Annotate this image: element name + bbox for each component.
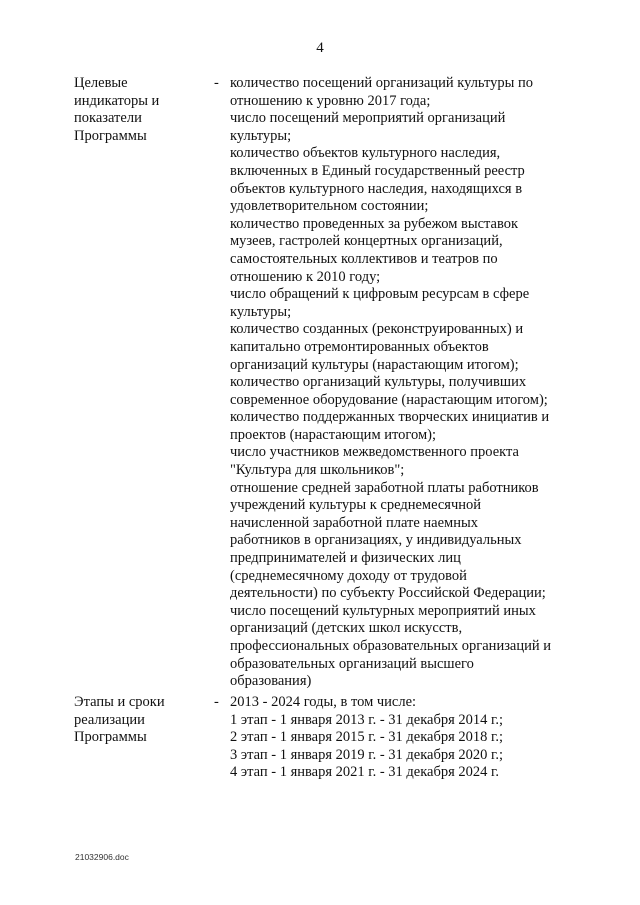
body-line: объектов культурного наследия, находящихся в <box>230 180 523 197</box>
body-line: отношению к 2010 году; <box>230 268 381 285</box>
page-number: 4 <box>316 40 324 56</box>
body-line: включенных в Единый государственный реестр <box>230 162 525 179</box>
body-line: образования) <box>230 673 312 690</box>
body-line: деятельности) по субъекту Российской Федерации; <box>230 585 546 602</box>
body-line: проектов (нарастающим итогом); <box>230 426 436 443</box>
body-line: организаций (детских школ искусств, <box>230 620 463 637</box>
label-line: Целевые <box>74 75 128 91</box>
body-line: капитально отремонтированных объектов <box>230 338 489 355</box>
section-label <box>74 75 204 145</box>
body-line: количество объектов культурного наследия, <box>230 145 501 162</box>
body-line: (среднемесячному доходу от трудовой <box>230 567 467 584</box>
label-line: Программы <box>74 127 147 144</box>
label-line: Программы <box>74 729 147 746</box>
section-body <box>230 75 610 691</box>
body-line: количество созданных (реконструированных) и <box>230 321 524 338</box>
body-line: предпринимателей и физических лиц <box>230 550 461 567</box>
body-line: начисленной заработной плате наемных <box>230 514 478 531</box>
body-line: число участников межведомственного проекта <box>230 444 519 461</box>
body-line: число обращений к цифровым ресурсам в сфере <box>230 286 530 303</box>
label-line: Этапы и сроки <box>74 694 165 710</box>
body-line: работников в организациях, у индивидуальных <box>230 532 522 549</box>
body-line: отношение средней заработной платы работников <box>230 479 539 496</box>
body-line: профессиональных образовательных организаций и <box>230 638 552 654</box>
body-line: число посещений культурных мероприятий иных <box>230 602 536 619</box>
body-line: учреждений культуры к среднемесячной <box>230 497 482 514</box>
body-line: число посещений мероприятий организаций <box>230 110 506 127</box>
body-line: 2 этап - 1 января 2015 г. - 31 декабря 2018 г.; <box>230 729 503 746</box>
body-line: музеев, гастролей концертных организаций, <box>230 233 503 250</box>
body-line: 2013 - 2024 годы, в том числе: <box>230 694 417 710</box>
body-line: самостоятельных коллективов и театров по <box>230 250 498 267</box>
body-line: культуры; <box>230 127 292 144</box>
body-line: количество проведенных за рубежом выставок <box>230 215 519 232</box>
label-line: реализации <box>74 711 145 728</box>
body-line: 3 этап - 1 января 2019 г. - 31 декабря 2020 г.; <box>230 746 503 763</box>
body-line: современное оборудование (нарастающим итогом); <box>230 391 548 408</box>
label-line: показатели <box>74 110 142 127</box>
body-line: отношению к уровню 2017 года; <box>230 92 431 109</box>
body-line: "Культура для школьников"; <box>230 462 405 479</box>
dash-separator: - <box>214 75 219 91</box>
footer-filename: 21032906.doc <box>75 852 129 862</box>
body-line: образовательных организаций высшего <box>230 655 474 672</box>
body-line: организаций культуры (нарастающим итогом); <box>230 356 519 373</box>
dash-separator: - <box>214 694 219 710</box>
body-line: удовлетворительном состоянии; <box>230 198 429 215</box>
body-line: количество поддержанных творческих инициатив и <box>230 409 550 426</box>
section-label <box>74 694 204 747</box>
section-body <box>230 694 610 782</box>
body-line: количество организаций культуры, получивших <box>230 374 527 391</box>
body-line: 1 этап - 1 января 2013 г. - 31 декабря 2014 г.; <box>230 711 503 728</box>
body-line: культуры; <box>230 303 292 320</box>
body-line: количество посещений организаций культуры по <box>230 75 534 91</box>
label-line: индикаторы и <box>74 92 160 109</box>
body-line: 4 этап - 1 января 2021 г. - 31 декабря 2024 г. <box>230 764 499 781</box>
